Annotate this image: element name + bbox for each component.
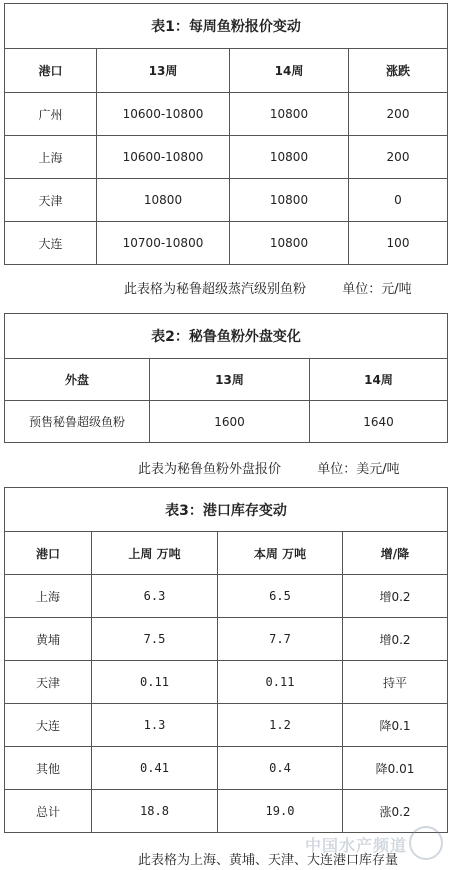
- table1-cell: 10700-10800: [97, 222, 230, 265]
- table3-cell: 1.2: [218, 704, 343, 747]
- table1-cell: 10800: [230, 222, 349, 265]
- table1-cell: 大连: [5, 222, 97, 265]
- table3-cell: 0.11: [92, 661, 218, 704]
- table3-cell: 6.5: [218, 575, 343, 618]
- table3-cell: 7.7: [218, 618, 343, 661]
- table1-cell: 200: [349, 93, 448, 136]
- table3-cell: 0.41: [92, 747, 218, 790]
- table2-cell: 1600: [150, 401, 310, 443]
- table2-note: [138, 458, 400, 477]
- table1-title: 表1：每周鱼粉报价变动: [5, 4, 448, 49]
- table1-note: [124, 278, 412, 297]
- table3-cell: 天津: [5, 661, 92, 704]
- table-weekly-fishmeal-price: [4, 3, 448, 265]
- table-row: [5, 618, 448, 661]
- table-row: [5, 222, 448, 265]
- table1-header-port: 港口: [5, 49, 97, 93]
- table1-cell: 10800: [97, 179, 230, 222]
- table-row: [5, 93, 448, 136]
- table1-note-text: 此表格为秘鲁超级蒸汽级别鱼粉: [124, 282, 307, 297]
- table3-cell: 增0.2: [343, 575, 448, 618]
- table1-unit: 单位：元/吨: [342, 282, 412, 297]
- table3-cell: 1.3: [92, 704, 218, 747]
- table2-header-offer: 外盘: [5, 359, 150, 401]
- table1-header-week14: 14周: [230, 49, 349, 93]
- table1-header-week13: 13周: [97, 49, 230, 93]
- table3-cell: 7.5: [92, 618, 218, 661]
- table3-cell: 降0.01: [343, 747, 448, 790]
- table3-header-change: 增/降: [343, 532, 448, 575]
- table3-cell: 持平: [343, 661, 448, 704]
- table3-note: 此表格为上海、黄埔、天津、大连港口库存量: [138, 853, 399, 868]
- table3-cell: 19.0: [218, 790, 343, 833]
- table3-header-this-week: 本周 万吨: [218, 532, 343, 575]
- table1-cell: 10800: [230, 136, 349, 179]
- table-row: [5, 179, 448, 222]
- table1-cell: 10800: [230, 93, 349, 136]
- table1-cell: 广州: [5, 93, 97, 136]
- table1-cell: 上海: [5, 136, 97, 179]
- table3-cell: 增0.2: [343, 618, 448, 661]
- table-row: [5, 136, 448, 179]
- table-row: [5, 790, 448, 833]
- table-row: [5, 704, 448, 747]
- watermark-logo-icon: [409, 826, 443, 860]
- table3-header-port: 港口: [5, 532, 92, 575]
- table1-cell: 10600-10800: [97, 136, 230, 179]
- table3-cell: 0.11: [218, 661, 343, 704]
- table-row: [5, 575, 448, 618]
- table2-cell: 预售秘鲁超级鱼粉: [5, 401, 150, 443]
- table3-title: 表3：港口库存变动: [5, 488, 448, 532]
- table3-cell: 黄埔: [5, 618, 92, 661]
- table3-cell: 总计: [5, 790, 92, 833]
- table3-header-last-week: 上周 万吨: [92, 532, 218, 575]
- table3-cell: 降0.1: [343, 704, 448, 747]
- table-row: [5, 401, 448, 443]
- table1-cell: 0: [349, 179, 448, 222]
- table1-cell: 200: [349, 136, 448, 179]
- table2-title: 表2：秘鲁鱼粉外盘变化: [5, 314, 448, 359]
- table3-cell: 6.3: [92, 575, 218, 618]
- watermark: 中国水产频道: [304, 836, 407, 855]
- table3-cell: 大连: [5, 704, 92, 747]
- table3-cell: 涨0.2: [343, 790, 448, 833]
- table-peru-fishmeal-offer: [4, 313, 448, 443]
- table3-cell: 18.8: [92, 790, 218, 833]
- table1-cell: 100: [349, 222, 448, 265]
- table3-cell: 上海: [5, 575, 92, 618]
- table1-cell: 10800: [230, 179, 349, 222]
- table3-cell: 其他: [5, 747, 92, 790]
- table1-cell: 天津: [5, 179, 97, 222]
- table2-header-week13: 13周: [150, 359, 310, 401]
- table2-note-text: 此表为秘鲁鱼粉外盘报价: [138, 462, 282, 477]
- table2-cell: 1640: [310, 401, 448, 443]
- table1-cell: 10600-10800: [97, 93, 230, 136]
- table2-unit: 单位：美元/吨: [317, 462, 400, 477]
- table-port-inventory: [4, 487, 448, 833]
- table-row: [5, 747, 448, 790]
- table3-cell: 0.4: [218, 747, 343, 790]
- table-row: [5, 661, 448, 704]
- table2-header-week14: 14周: [310, 359, 448, 401]
- table1-header-change: 涨跌: [349, 49, 448, 93]
